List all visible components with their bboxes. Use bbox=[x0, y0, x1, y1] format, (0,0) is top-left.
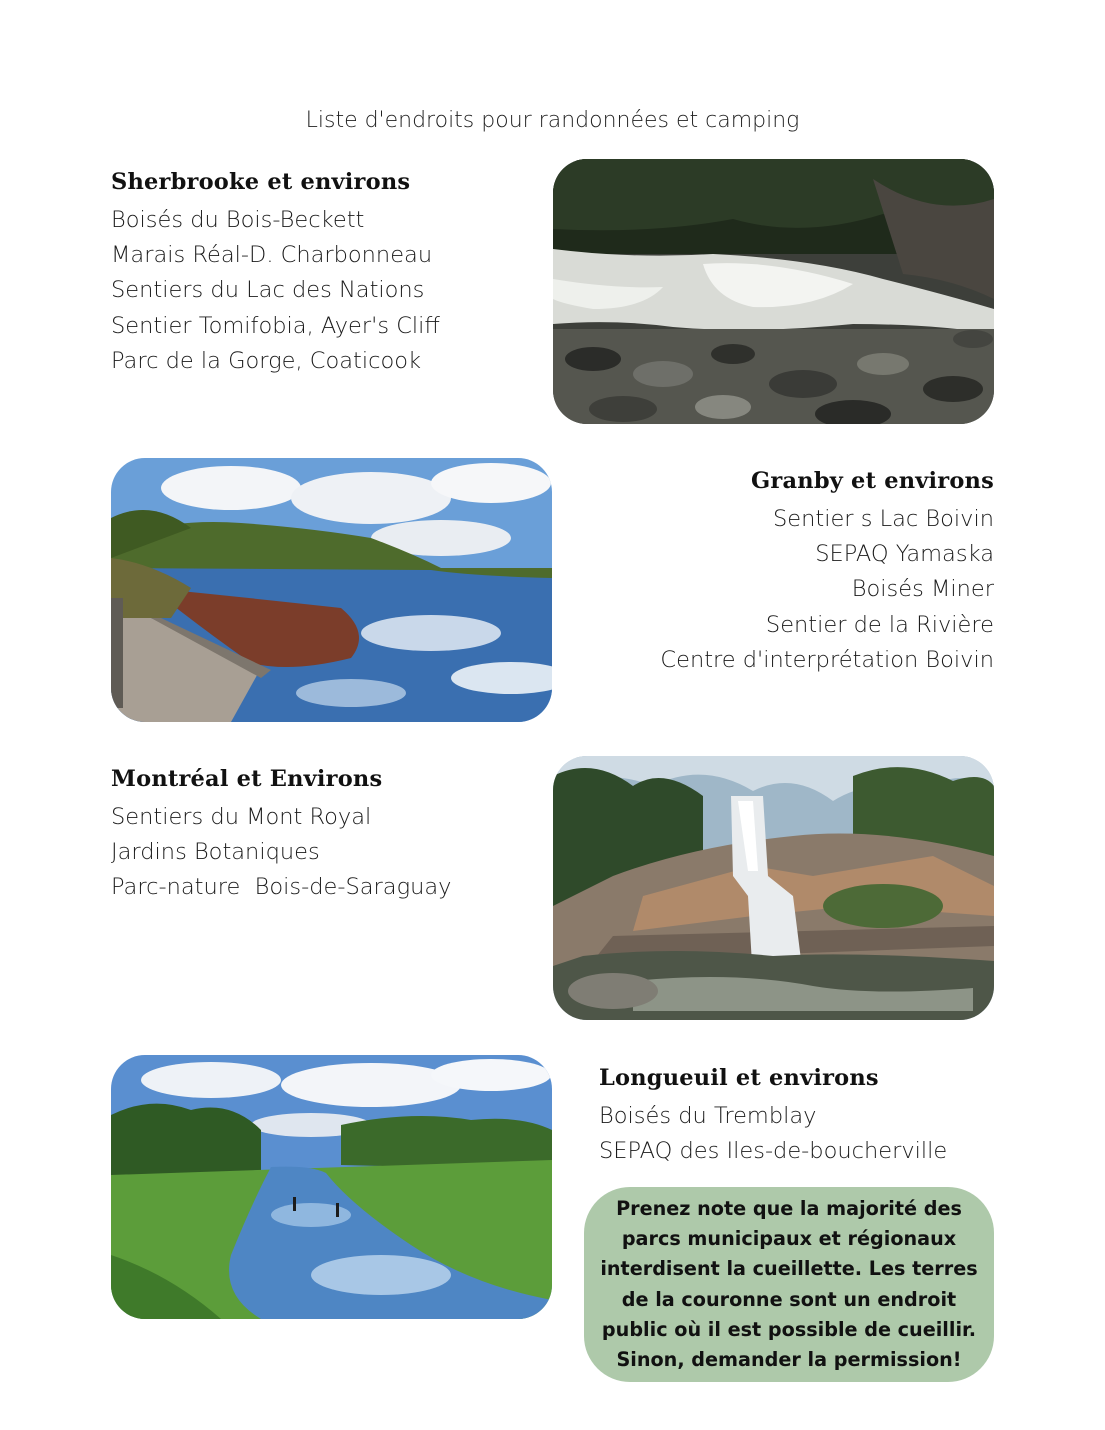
list-item: Boisés du Tremblay bbox=[599, 1103, 817, 1129]
section-heading: Longueuil et environs bbox=[599, 1065, 879, 1091]
list-item: Marais Réal-D. Charbonneau bbox=[111, 242, 433, 269]
note-line: Sinon, demander la permission! bbox=[616, 1347, 962, 1371]
note-line: Prenez note que la majorité des bbox=[616, 1196, 962, 1220]
list-item: Sentier Tomifobia, Ayer's Cliff bbox=[111, 312, 440, 339]
list-item: Parc-nature Bois-de-Saraguay bbox=[111, 874, 452, 901]
section-heading: Sherbrooke et environs bbox=[111, 169, 411, 195]
list-item: Centre d'interprétation Boivin bbox=[660, 646, 994, 673]
list-item: Sentier s Lac Boivin bbox=[772, 506, 994, 532]
section-heading: Granby et environs bbox=[751, 468, 994, 494]
list-item: Sentiers du Lac des Nations bbox=[111, 277, 425, 304]
section-longueuil bbox=[599, 1065, 947, 1169]
section-montreal bbox=[111, 766, 451, 906]
photo-waterfall bbox=[553, 756, 994, 1020]
cueillette-note-text bbox=[600, 1194, 977, 1375]
photo-river-rapids bbox=[553, 159, 994, 424]
cueillette-note-box bbox=[584, 1187, 994, 1382]
list-item: Parc de la Gorge, Coaticook bbox=[111, 347, 422, 374]
list-item: Boisés Miner bbox=[851, 576, 994, 603]
section-sherbrooke bbox=[111, 169, 440, 379]
list-item: SEPAQ des Iles-de-boucherville bbox=[599, 1138, 948, 1165]
list-item: Sentiers du Mont Royal bbox=[111, 804, 372, 830]
list-item: SEPAQ Yamaska bbox=[815, 541, 994, 568]
section-granby bbox=[560, 468, 994, 678]
list-item: Jardins Botaniques bbox=[111, 839, 320, 866]
note-line: parcs municipaux et régionaux bbox=[621, 1227, 957, 1251]
page-title: Liste d'endroits pour randonnées et camping bbox=[305, 108, 800, 133]
note-line: interdisent la cueillette. Les terres bbox=[600, 1257, 978, 1281]
photo-boardwalk-lake bbox=[111, 458, 552, 722]
note-line: de la couronne sont un endroit bbox=[621, 1287, 957, 1311]
section-heading: Montréal et Environs bbox=[111, 766, 383, 792]
note-line: public où il est possible de cueillir. bbox=[601, 1317, 977, 1341]
list-item: Boisés du Bois-Beckett bbox=[111, 207, 365, 233]
photo-canal-paddleboard bbox=[111, 1055, 552, 1319]
list-item: Sentier de la Rivière bbox=[765, 611, 994, 638]
